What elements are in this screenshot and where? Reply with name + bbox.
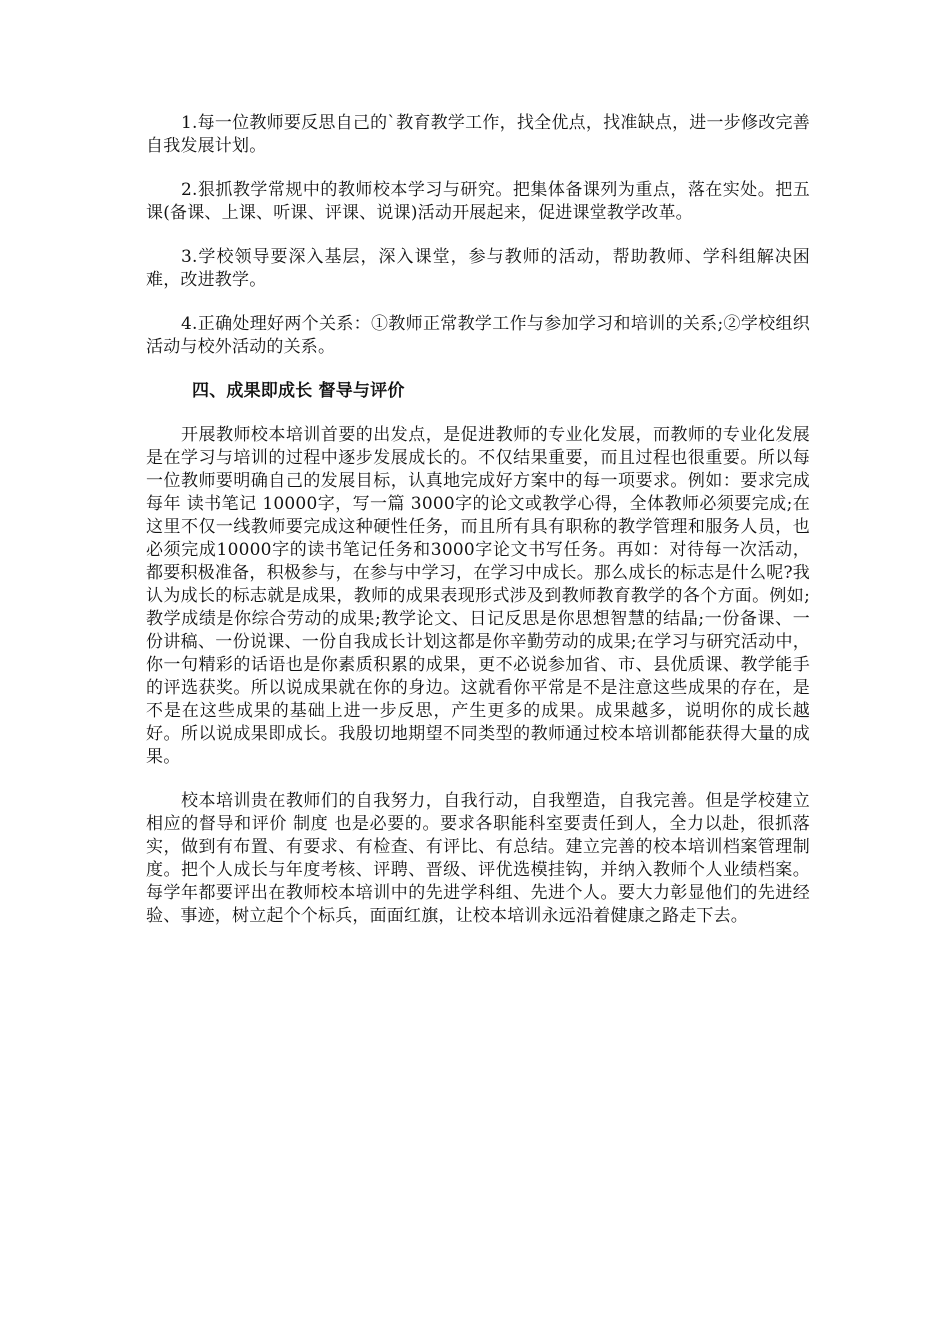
body-paragraph-1: 开展教师校本培训首要的出发点，是促进教师的专业化发展，而教师的专业化发展是在学习与培训的过程中逐步发展成长的。不仅结果重要，而且过程也很重要。所以每一位教师要明确自己的发展目标，认真地完成好方案中的每一项要求。例如：要求完成每年 读书笔记 10000字，写一篇 3000字的论文或教学心得，全体教师必须要完成;在这里不仅一线教师要完成这种硬性任务，而且所有具有职称的教学管理和服务人员，也必须完成10000字的读书笔记任务和3000字论文书写任务。再如：对待每一次活动，都要积极准备，积极参与，在参与中学习，在学习中成长。那么成长的标志是什么呢?我认为成长的标志就是成果，教师的成果表现形式涉及到教师教育教学的各个方面。例如;教学成绩是你综合劳动的成果;教学论文、日记反思是你思想智慧的结晶;一份备课、一份讲稿、一份说课、一份自我成长计划这都是你辛勤劳动的成果;在学习与研究活动中，你一句精彩的话语也是你素质积累的成果，更不必说参加省、市、县优质课、教学能手的评选获奖。所以说成果就在你的身边。这就看你平常是不是注意这些成果的存在，是不是在这些成果的基础上进一步反思，产生更多的成果。成果越多，说明你的成长越好。所以说成果即成长。我殷切地期望不同类型的教师通过校本培训都能获得大量的成果。	[146, 425, 810, 767]
body-paragraph-2: 校本培训贵在教师们的自我努力，自我行动，自我塑造，自我完善。但是学校建立相应的督导和评价 制度 也是必要的。要求各职能科室要责任到人，全力以赴，很抓落实，做到有布置、有要求、有检查、有评比、有总结。建立完善的校本培训档案管理制度。把个人成长与年度考核、评聘、晋级、评优选模挂钩，并纳入教师个人业绩档案。每学年都要评出在教师校本培训中的先进学科组、先进个人。要大力彰显他们的先进经验、事迹，树立起个个标兵，面面红旗，让校本培训永远沿着健康之路走下去。	[146, 791, 810, 926]
list-item-3: 3.学校领导要深入基层，深入课堂，参与教师的活动，帮助教师、学科组解决困难，改进教学。	[146, 247, 810, 290]
list-item-2: 2.狠抓教学常规中的教师校本学习与研究。把集体备课列为重点，落在实处。把五课(备课、上课、听课、评课、说课)活动开展起来，促进课堂教学改革。	[146, 180, 810, 223]
section-heading: 四、成果即成长 督导与评价	[192, 381, 405, 401]
list-item-4: 4.正确处理好两个关系：①教师正常教学工作与参加学习和培训的关系;②学校组织活动与校外活动的关系。	[146, 314, 810, 357]
list-item-1: 1.每一位教师要反思自己的`教育教学工作，找全优点，找准缺点，进一步修改完善自我发展计划。	[146, 113, 810, 156]
document-page	[146, 112, 810, 949]
